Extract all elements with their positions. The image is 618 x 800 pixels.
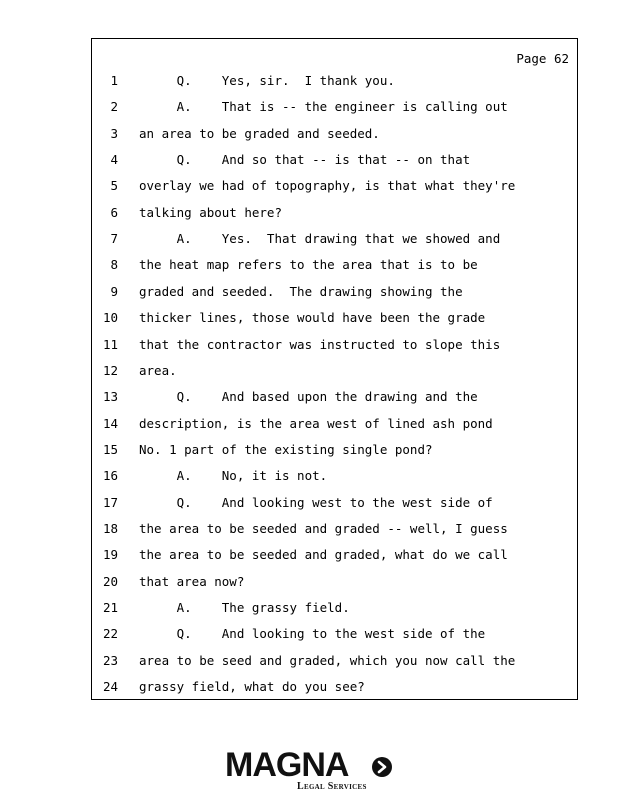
transcript-line [92,653,577,679]
transcript-line [92,257,577,283]
transcript-line [92,389,577,415]
line-text: the heat map refers to the area that is to be [139,257,478,273]
transcript-line [92,205,577,231]
line-number: 20 [102,573,118,589]
transcript-line [92,679,577,705]
line-text: thicker lines, those would have been the grade [139,310,486,326]
transcript-line [92,547,577,573]
transcript-line [92,152,577,178]
line-text: that the contractor was instructed to slope this [139,336,501,352]
line-text: that area now? [139,573,245,589]
transcript-line [92,73,577,99]
transcript-line [92,521,577,547]
line-number: 24 [102,679,118,695]
line-number: 22 [102,626,118,642]
line-text: the area to be seeded and graded, what do we call [139,547,508,563]
line-text: Q. And so that -- is that -- on that [139,152,471,168]
line-number: 17 [102,494,118,510]
line-number: 10 [102,310,118,326]
transcript-line [92,284,577,310]
transcript-line [92,178,577,204]
line-number: 11 [102,336,118,352]
line-text: description, is the area west of lined ash pond [139,415,493,431]
logo-subtitle: Legal Services [297,781,367,792]
line-number: 15 [102,441,118,457]
line-text: Q. And based upon the drawing and the [139,389,478,405]
line-text: an area to be graded and seeded. [139,125,380,141]
transcript-line [92,626,577,652]
line-number: 1 [110,73,118,88]
line-number: 5 [110,178,118,194]
line-number: 4 [110,152,118,168]
line-number: 2 [110,99,118,115]
chevron-circle-icon [371,756,393,778]
transcript-line [92,337,577,363]
transcript-line [92,416,577,442]
line-text: A. No, it is not. [139,468,328,484]
line-number: 3 [110,125,118,141]
line-number: 8 [110,257,118,273]
line-number: 6 [110,204,118,220]
transcript-line [92,468,577,494]
line-text: overlay we had of topography, is that what they're [139,178,516,194]
line-text: the area to be seeded and graded -- well, I guess [139,520,508,536]
transcript-line [92,231,577,257]
line-number: 7 [110,231,118,247]
line-number: 14 [102,415,118,431]
page-number: Page 62 [516,51,569,66]
transcript-line [92,310,577,336]
transcript-line [92,126,577,152]
logo-wordmark: MAGNA [225,746,349,784]
line-text: grassy field, what do you see? [139,679,365,695]
line-number: 9 [110,283,118,299]
line-text: area to be seed and graded, which you now call the [139,652,516,668]
line-text: Q. And looking west to the west side of [139,494,493,510]
line-text: area. [139,362,177,378]
line-number: 16 [102,468,118,484]
transcript-page [91,38,578,700]
line-text: talking about here? [139,204,282,220]
line-text: Q. Yes, sir. I thank you. [139,73,395,88]
line-number: 13 [102,389,118,405]
line-number: 18 [102,520,118,536]
line-number: 19 [102,547,118,563]
line-number: 21 [102,600,118,615]
transcript-line [92,495,577,521]
line-text: A. That is -- the engineer is calling out [139,99,508,115]
transcript-line [92,574,577,600]
line-number: 23 [102,652,118,668]
transcript-line [92,99,577,125]
line-text: A. Yes. That drawing that we showed and [139,231,501,247]
line-text: A. The grassy field. [139,600,350,615]
line-number: 12 [102,362,118,378]
transcript-line [92,363,577,389]
line-text: graded and seeded. The drawing showing the [139,283,463,299]
line-text: Q. And looking to the west side of the [139,626,486,642]
magna-logo [225,747,395,793]
line-text: No. 1 part of the existing single pond? [139,441,433,457]
transcript-line [92,600,577,626]
transcript-line [92,442,577,468]
